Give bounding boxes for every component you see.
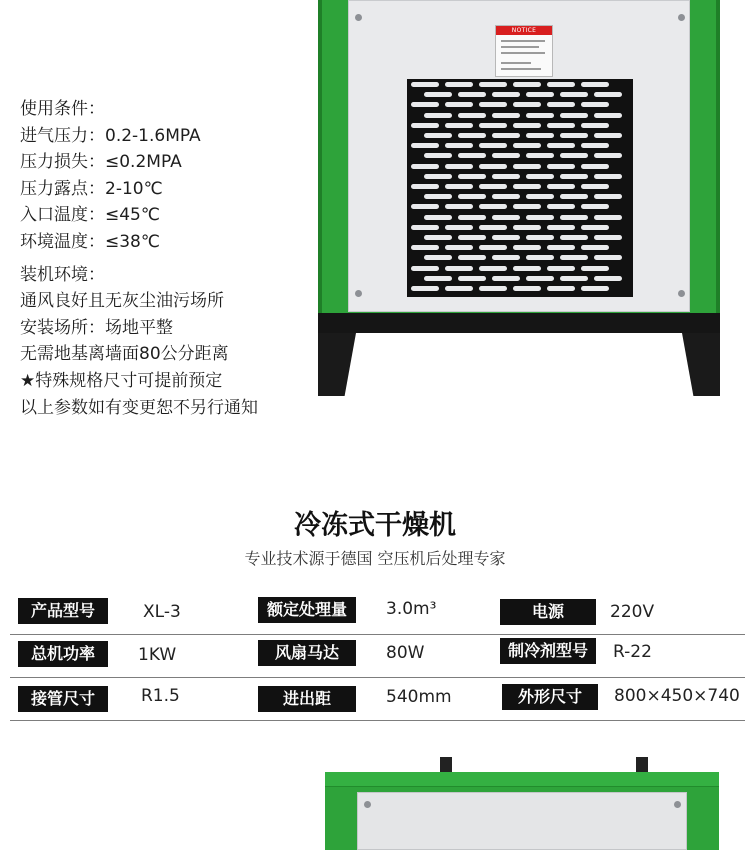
vent-slot — [479, 204, 507, 209]
notice-text-line — [501, 40, 545, 42]
vent-slot — [547, 143, 575, 148]
vent-slot — [458, 255, 486, 260]
vent-slot — [424, 194, 452, 199]
cabinet-top-lip — [325, 772, 719, 787]
vent-slot — [458, 276, 486, 281]
change-notice: 以上参数如有变更恕不另行通知 — [20, 397, 258, 418]
vent-slot — [458, 133, 486, 138]
vent-slot — [513, 204, 541, 209]
dryer-leg-right — [682, 333, 720, 396]
vent-slot — [445, 245, 473, 250]
vent-slot — [581, 102, 609, 107]
vent-slot — [547, 123, 575, 128]
ventilation-grille — [407, 79, 633, 297]
vent-slot — [513, 102, 541, 107]
vent-slot — [581, 164, 609, 169]
vent-slot — [560, 153, 588, 158]
vent-slot — [492, 194, 520, 199]
notice-text-line — [501, 62, 531, 64]
vent-slot — [411, 266, 439, 271]
vent-slot — [581, 204, 609, 209]
vent-slot — [513, 143, 541, 148]
vent-slot — [594, 113, 622, 118]
screw-icon — [678, 290, 685, 297]
vent-slot — [581, 82, 609, 87]
vent-slot — [492, 235, 520, 240]
install-env-foundation: 无需地基离墙面80公分距离 — [20, 344, 229, 365]
param-label-inlet-outlet-distance: 进出距 — [258, 686, 356, 712]
vent-slot — [458, 194, 486, 199]
vent-slot — [424, 235, 452, 240]
param-label-refrigerant: 制冷剂型号 — [500, 638, 596, 664]
spec-dew-point: 压力露点：2-10℃ — [20, 178, 163, 199]
vent-slot — [526, 276, 554, 281]
parameter-row — [10, 678, 745, 721]
vent-slot — [492, 133, 520, 138]
vent-slot — [560, 133, 588, 138]
vent-slot — [411, 82, 439, 87]
vent-slot — [479, 245, 507, 250]
lifting-handle — [636, 757, 648, 772]
param-value-pipe-size: R1.5 — [141, 686, 180, 706]
vent-slot — [560, 255, 588, 260]
vent-slot — [424, 276, 452, 281]
vent-slot — [479, 225, 507, 230]
vent-slot — [526, 153, 554, 158]
product-title: 冷冻式干燥机 — [294, 510, 456, 541]
vent-slot — [424, 255, 452, 260]
install-env-site: 安装场所：场地平整 — [20, 317, 173, 338]
vent-slot — [513, 245, 541, 250]
param-label-power-supply: 电源 — [500, 599, 596, 625]
vent-slot — [547, 82, 575, 87]
dryer-unit-image-bottom — [325, 772, 719, 850]
vent-slot — [526, 133, 554, 138]
front-panel — [348, 0, 690, 312]
vent-slot — [411, 204, 439, 209]
spec-pressure-loss: 压力损失：≤0.2MPA — [20, 152, 182, 173]
row-divider — [10, 720, 745, 721]
spec-ambient-temp: 环境温度：≤38℃ — [20, 231, 160, 252]
param-value-rated-capacity: 3.0m³ — [386, 599, 437, 619]
vent-slot — [424, 92, 452, 97]
vent-slot — [445, 164, 473, 169]
dryer-unit-image-top — [318, 0, 720, 318]
vent-slot — [458, 215, 486, 220]
vent-slot — [513, 184, 541, 189]
vent-slot — [411, 164, 439, 169]
vent-slot — [581, 286, 609, 291]
vent-slot — [547, 286, 575, 291]
vent-slot — [526, 235, 554, 240]
vent-slot — [547, 164, 575, 169]
param-value-model: XL-3 — [143, 602, 181, 622]
vent-slot — [424, 153, 452, 158]
param-value-inlet-outlet-distance: 540mm — [386, 687, 452, 707]
vent-slot — [492, 215, 520, 220]
vent-slot — [547, 225, 575, 230]
vent-slot — [547, 204, 575, 209]
param-label-model: 产品型号 — [18, 598, 108, 624]
vent-slot — [513, 164, 541, 169]
vent-slot — [594, 194, 622, 199]
vent-slot — [492, 113, 520, 118]
vent-slot — [492, 92, 520, 97]
vent-slot — [581, 123, 609, 128]
lifting-handle — [440, 757, 452, 772]
vent-slot — [581, 266, 609, 271]
vent-slot — [594, 133, 622, 138]
cabinet-edge-left — [318, 0, 322, 318]
vent-slot — [492, 276, 520, 281]
vent-slot — [581, 143, 609, 148]
vent-slot — [458, 92, 486, 97]
vent-slot — [513, 225, 541, 230]
notice-text-line — [501, 68, 541, 70]
notice-label-header: NOTICE — [496, 26, 552, 35]
install-env-ventilation: 通风良好且无灰尘油污场所 — [20, 291, 224, 312]
vent-slot — [526, 215, 554, 220]
vent-slot — [424, 215, 452, 220]
vent-slot — [560, 174, 588, 179]
vent-slot — [479, 286, 507, 291]
vent-slot — [594, 92, 622, 97]
front-panel-bottom — [357, 792, 687, 850]
screw-icon — [674, 801, 681, 808]
vent-slot — [458, 235, 486, 240]
vent-slot — [526, 92, 554, 97]
vent-slot — [411, 225, 439, 230]
vent-slot — [560, 113, 588, 118]
vent-slot — [581, 184, 609, 189]
vent-slot — [513, 123, 541, 128]
vent-slot — [492, 174, 520, 179]
vent-slot — [547, 266, 575, 271]
vent-slot — [513, 82, 541, 87]
vent-slot — [526, 174, 554, 179]
vent-slot — [594, 255, 622, 260]
param-value-dimensions: 800×450×740 — [614, 686, 740, 706]
param-value-fan-motor: 80W — [386, 643, 425, 663]
notice-label — [495, 25, 553, 77]
vent-slot — [560, 235, 588, 240]
vent-slot — [445, 204, 473, 209]
cabinet-edge-right — [716, 0, 720, 318]
install-env-heading: 装机环境： — [20, 264, 105, 285]
vent-slot — [445, 82, 473, 87]
vent-slot — [411, 184, 439, 189]
vent-slot — [445, 143, 473, 148]
vent-slot — [458, 153, 486, 158]
vent-slot — [411, 143, 439, 148]
vent-slot — [492, 153, 520, 158]
vent-slot — [594, 215, 622, 220]
spec-inlet-temp: 入口温度：≤45℃ — [20, 205, 160, 226]
vent-slot — [411, 123, 439, 128]
notice-text-line — [501, 46, 539, 48]
vent-slot — [424, 113, 452, 118]
vent-slot — [547, 102, 575, 107]
dryer-base-frame — [318, 313, 720, 333]
vent-slot — [547, 245, 575, 250]
vent-slot — [513, 286, 541, 291]
vent-slot — [458, 113, 486, 118]
vent-slot — [594, 153, 622, 158]
vent-slot — [445, 184, 473, 189]
vent-slot — [411, 286, 439, 291]
vent-slot — [526, 194, 554, 199]
vent-slot — [479, 82, 507, 87]
parameter-row — [10, 592, 745, 635]
screw-icon — [355, 290, 362, 297]
vent-slot — [513, 266, 541, 271]
param-label-fan-motor: 风扇马达 — [258, 640, 356, 666]
param-label-rated-capacity: 额定处理量 — [258, 597, 356, 623]
vent-slot — [560, 194, 588, 199]
parameter-row — [10, 635, 745, 678]
notice-text-line — [501, 52, 545, 54]
dryer-leg-left — [318, 333, 356, 396]
vent-slot — [581, 225, 609, 230]
param-value-refrigerant: R-22 — [613, 642, 652, 662]
param-label-total-power: 总机功率 — [18, 641, 108, 667]
spec-heading: 使用条件： — [20, 99, 105, 119]
vent-slot — [526, 255, 554, 260]
screw-icon — [364, 801, 371, 808]
product-subtitle: 专业技术源于德国 空压机后处理专家 — [244, 549, 506, 568]
spec-inlet-pressure: 进气压力：0.2-1.6MPA — [20, 125, 201, 146]
vent-slot — [424, 174, 452, 179]
vent-slot — [458, 174, 486, 179]
operating-conditions-list — [20, 96, 316, 421]
vent-slot — [479, 123, 507, 128]
vent-slot — [445, 266, 473, 271]
vent-slot — [411, 102, 439, 107]
vent-slot — [581, 245, 609, 250]
vent-slot — [479, 266, 507, 271]
screw-icon — [678, 14, 685, 21]
vent-slot — [560, 92, 588, 97]
vent-slot — [560, 215, 588, 220]
vent-slot — [445, 225, 473, 230]
vent-slot — [560, 276, 588, 281]
screw-icon — [355, 14, 362, 21]
vent-slot — [424, 133, 452, 138]
param-label-pipe-size: 接管尺寸 — [18, 686, 108, 712]
vent-slot — [479, 102, 507, 107]
vent-slot — [479, 164, 507, 169]
vent-slot — [445, 102, 473, 107]
param-value-total-power: 1KW — [138, 645, 177, 665]
vent-slot — [492, 255, 520, 260]
vent-slot — [445, 286, 473, 291]
vent-slot — [445, 123, 473, 128]
parameter-table — [10, 592, 745, 721]
vent-slot — [594, 235, 622, 240]
vent-slot — [594, 276, 622, 281]
vent-slot — [526, 113, 554, 118]
vent-slot — [479, 143, 507, 148]
custom-spec-note: ★特殊规格尺寸可提前预定 — [20, 370, 223, 391]
vent-slot — [547, 184, 575, 189]
param-value-power-supply: 220V — [610, 602, 655, 622]
vent-slot — [594, 174, 622, 179]
vent-slot — [411, 245, 439, 250]
vent-slot — [479, 184, 507, 189]
param-label-dimensions: 外形尺寸 — [502, 684, 598, 710]
